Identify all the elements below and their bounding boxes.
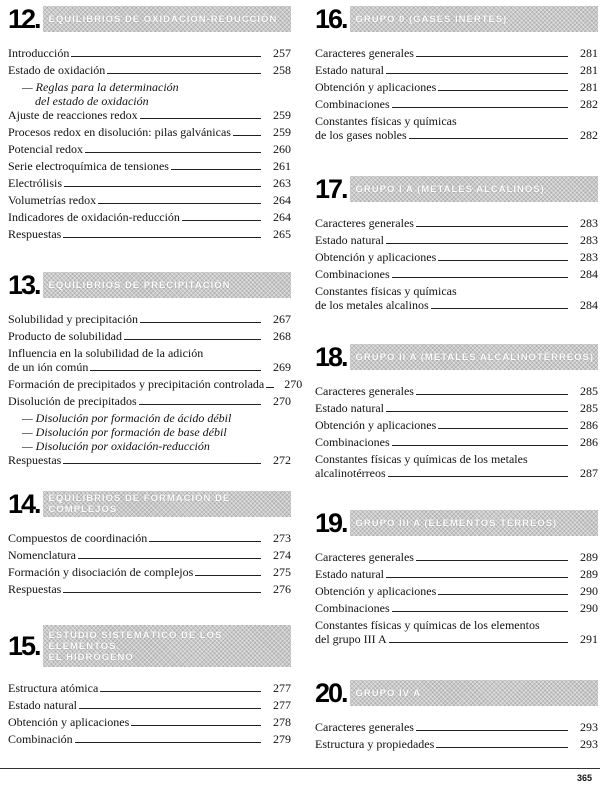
dot-leader xyxy=(438,260,568,261)
dot-leader xyxy=(107,73,261,74)
dot-leader xyxy=(416,226,568,227)
entry-page-number: 285 xyxy=(580,401,598,415)
entry-label: alcalinotérreos xyxy=(315,466,386,480)
subentry-text: — Disolución por formación de ácido débil xyxy=(22,411,232,425)
toc-entry[interactable] xyxy=(315,384,598,398)
entry-row xyxy=(8,176,291,190)
entry-label: Caracteres generales xyxy=(315,216,414,230)
entry-row xyxy=(315,567,598,581)
entry-label: Compuestos de coordinación xyxy=(8,531,148,545)
entry-page-number: 286 xyxy=(580,435,598,449)
chapter-title-banner xyxy=(43,6,291,32)
entry-row xyxy=(315,250,598,264)
chapter-title-banner xyxy=(350,176,598,202)
entry-label: del grupo III A xyxy=(315,632,387,646)
entry-label: Combinaciones xyxy=(315,267,390,281)
entry-label: de los gases nobles xyxy=(315,128,407,142)
entry-page-number: 291 xyxy=(580,632,598,646)
page-number: 365 xyxy=(576,773,592,783)
entry-label: Estructura atómica xyxy=(8,681,99,695)
toc-entry[interactable] xyxy=(315,250,598,264)
toc-entry[interactable] xyxy=(315,567,598,581)
chapter-title: ESTUDIO SISTEMÁTICO DE LOS ELEMENTOS. xyxy=(48,629,223,652)
toc-entry[interactable] xyxy=(8,681,291,695)
entry-row xyxy=(315,435,598,449)
subentry-text: — Disolución por oxidación-reducción xyxy=(22,439,210,453)
chapter-title: EQUILIBRIOS DE FORMACIÓN DE COMPLEJOS xyxy=(48,493,231,515)
entry-label: Obtención y aplicaciones xyxy=(8,715,130,729)
toc-entry[interactable] xyxy=(315,216,598,230)
entry-label: Respuestas xyxy=(8,582,62,596)
chapter-header xyxy=(8,491,291,517)
entry-label: Combinaciones xyxy=(315,97,390,111)
toc-entry[interactable] xyxy=(8,108,291,122)
toc-entry[interactable] xyxy=(8,565,291,579)
toc-section xyxy=(8,491,291,599)
entry-page-number: 285 xyxy=(580,384,598,398)
entry-label: Electrólisis xyxy=(8,176,62,190)
entry-label-line: Influencia en la solubilidad de la adición xyxy=(8,346,204,360)
dot-leader xyxy=(78,558,261,559)
chapter-header xyxy=(8,272,291,298)
entry-label: Solubilidad y precipitación xyxy=(8,312,138,326)
entry-row xyxy=(315,632,598,646)
entry-label: de los metales alcalinos xyxy=(315,298,429,312)
toc-entry[interactable] xyxy=(8,193,291,207)
toc-entry[interactable] xyxy=(8,715,291,729)
dot-leader xyxy=(386,243,568,244)
toc-entry[interactable] xyxy=(8,698,291,712)
toc-entry[interactable] xyxy=(315,720,598,734)
entry-page-number: 290 xyxy=(580,584,598,598)
entry-label: Obtención y aplicaciones xyxy=(315,250,437,264)
chapter-title-banner xyxy=(350,680,598,706)
dot-leader xyxy=(392,277,568,278)
toc-entry[interactable] xyxy=(315,418,598,432)
dot-leader xyxy=(63,237,261,238)
entry-row xyxy=(8,193,291,207)
dot-leader xyxy=(182,220,261,221)
entry-label-line: Constantes físicas y químicas de los elementos xyxy=(315,618,540,632)
subentry-text: del estado de oxidación xyxy=(35,94,149,108)
entry-page-number: 278 xyxy=(273,715,291,729)
toc-entry[interactable] xyxy=(315,618,598,646)
entry-page-number: 283 xyxy=(580,250,598,264)
entry-row xyxy=(8,125,291,139)
chapter-header xyxy=(315,510,598,536)
toc-entry[interactable] xyxy=(315,114,598,142)
dot-leader xyxy=(171,169,261,170)
entry-label: Introducción xyxy=(8,46,70,60)
toc-entry[interactable] xyxy=(8,312,291,326)
entry-label: Estado de oxidación xyxy=(8,63,106,77)
toc-entry[interactable] xyxy=(8,210,291,224)
chapter-title: GRUPO II A (METALES ALCALINOTÉRREOS) xyxy=(355,351,595,363)
toc-entry[interactable] xyxy=(315,452,598,480)
toc-entry[interactable] xyxy=(315,401,598,415)
entry-label: Caracteres generales xyxy=(315,384,414,398)
entry-row xyxy=(315,384,598,398)
toc-entry[interactable] xyxy=(315,584,598,598)
entry-page-number: 261 xyxy=(273,159,291,173)
toc-entry[interactable] xyxy=(8,582,291,596)
dot-leader xyxy=(388,476,568,477)
entry-label: Respuestas xyxy=(8,227,62,241)
entry-row xyxy=(8,698,291,712)
entry-label-line: Constantes físicas y químicas xyxy=(315,114,457,128)
entry-page-number: 289 xyxy=(580,550,598,564)
toc-entry[interactable] xyxy=(8,159,291,173)
toc-entry[interactable] xyxy=(315,97,598,111)
toc-entry[interactable] xyxy=(8,531,291,545)
entry-row xyxy=(8,565,291,579)
entry-row xyxy=(8,732,291,746)
entry-page-number: 290 xyxy=(580,601,598,615)
entry-page-number: 276 xyxy=(273,582,291,596)
entry-page-number: 282 xyxy=(580,128,598,142)
entry-row xyxy=(8,329,291,343)
entry-page-number: 283 xyxy=(580,216,598,230)
chapter-header xyxy=(8,625,291,667)
entry-label: Nomenclatura xyxy=(8,548,76,562)
entry-label: Estado natural xyxy=(315,233,384,247)
dot-leader xyxy=(195,575,261,576)
entry-page-number: 293 xyxy=(580,720,598,734)
entry-label-line: Constantes físicas y químicas xyxy=(315,284,457,298)
dot-leader xyxy=(266,387,274,388)
entry-label: Producto de solubilidad xyxy=(8,329,122,343)
dot-leader xyxy=(386,577,568,578)
chapter-number: 13. xyxy=(8,270,40,300)
toc-subentry xyxy=(8,425,291,439)
entry-row xyxy=(315,216,598,230)
toc-entry[interactable] xyxy=(8,453,291,467)
toc-section xyxy=(315,6,598,145)
dot-leader xyxy=(140,322,261,323)
toc-entry[interactable] xyxy=(8,548,291,562)
entry-page-number: 259 xyxy=(273,108,291,122)
subentry-text: — Reglas para la determinación xyxy=(22,80,179,94)
entry-row xyxy=(8,377,303,391)
entry-page-number: 277 xyxy=(273,681,291,695)
entry-label: Combinación xyxy=(8,732,73,746)
dot-leader xyxy=(416,730,568,731)
dot-leader xyxy=(392,445,568,446)
entry-page-number: 264 xyxy=(273,193,291,207)
entry-label: Estado natural xyxy=(315,567,384,581)
entry-label: Combinaciones xyxy=(315,435,390,449)
dot-leader xyxy=(392,107,568,108)
entry-row xyxy=(315,233,598,247)
chapter-header xyxy=(8,6,291,32)
dot-leader xyxy=(386,73,568,74)
entry-label: Formación de precipitados y precipitación controlada xyxy=(8,377,265,391)
toc-entry[interactable] xyxy=(8,176,291,190)
entry-row xyxy=(8,394,291,408)
dot-leader xyxy=(438,594,568,595)
entry-row xyxy=(315,737,598,751)
entry-page-number: 275 xyxy=(273,565,291,579)
toc-section xyxy=(8,270,303,470)
chapter-header xyxy=(315,6,598,32)
entry-label: Potencial redox xyxy=(8,142,83,156)
entry-row xyxy=(315,298,598,312)
entry-row xyxy=(315,80,598,94)
toc-section xyxy=(8,625,291,749)
toc-section xyxy=(315,510,598,649)
entry-row xyxy=(315,720,598,734)
toc-entry[interactable] xyxy=(315,601,598,615)
entry-row xyxy=(8,46,291,60)
entry-label: Indicadores de oxidación-reducción xyxy=(8,210,180,224)
entry-row xyxy=(8,453,291,467)
toc-entry[interactable] xyxy=(315,737,598,751)
entry-label: Estado natural xyxy=(315,63,384,77)
entry-row xyxy=(315,418,598,432)
entry-row xyxy=(315,601,598,615)
entry-row xyxy=(8,159,291,173)
entry-row xyxy=(315,46,598,60)
dot-leader xyxy=(63,592,261,593)
entry-page-number: 258 xyxy=(273,63,291,77)
toc-entry[interactable] xyxy=(315,46,598,60)
toc-subentry xyxy=(8,411,291,425)
toc-entry[interactable] xyxy=(315,63,598,77)
toc-entry[interactable] xyxy=(315,550,598,564)
toc-entry[interactable] xyxy=(8,732,291,746)
entry-label: Ajuste de reacciones redox xyxy=(8,108,138,122)
dot-leader xyxy=(100,691,261,692)
entry-row xyxy=(8,210,291,224)
entry-page-number: 284 xyxy=(580,267,598,281)
chapter-header xyxy=(315,176,598,202)
entry-label: Procesos redox en disolución: pilas galvánicas xyxy=(8,125,231,139)
entry-label: Estructura y propiedades xyxy=(315,737,435,751)
toc-entry[interactable] xyxy=(8,377,303,391)
dot-leader xyxy=(416,394,568,395)
chapter-number: 15. xyxy=(8,631,40,661)
dot-leader xyxy=(85,152,261,153)
dot-leader xyxy=(149,541,261,542)
toc-subentry xyxy=(8,80,291,108)
dot-leader xyxy=(392,611,568,612)
entry-row xyxy=(8,582,291,596)
entry-row xyxy=(315,97,598,111)
subentry-text: — Disolución por formación de base débil xyxy=(22,425,227,439)
chapter-title: EL HIDRÓGENO xyxy=(48,651,134,663)
toc-entry[interactable] xyxy=(315,267,598,281)
toc-entry[interactable] xyxy=(315,284,598,312)
entry-page-number: 267 xyxy=(273,312,291,326)
toc-section xyxy=(315,344,598,483)
entry-label: Formación y disociación de complejos xyxy=(8,565,194,579)
chapter-header xyxy=(315,344,598,370)
dot-leader xyxy=(438,90,568,91)
entry-label: Obtención y aplicaciones xyxy=(315,418,437,432)
entry-page-number: 273 xyxy=(273,531,291,545)
entry-page-number: 260 xyxy=(273,142,291,156)
dot-leader xyxy=(140,118,261,119)
entry-row xyxy=(8,531,291,545)
dot-leader xyxy=(386,411,568,412)
chapter-title-banner xyxy=(350,344,598,370)
dot-leader xyxy=(438,428,568,429)
entry-page-number: 289 xyxy=(580,567,598,581)
chapter-number: 14. xyxy=(8,489,40,519)
chapter-title-banner xyxy=(43,491,291,517)
dot-leader xyxy=(431,308,568,309)
chapter-header xyxy=(315,680,598,706)
entry-label: Volumetrías redox xyxy=(8,193,97,207)
entry-row xyxy=(8,142,291,156)
entry-page-number: 268 xyxy=(273,329,291,343)
entry-label: Serie electroquímica de tensiones xyxy=(8,159,169,173)
entry-label: Caracteres generales xyxy=(315,46,414,60)
entry-page-number: 284 xyxy=(580,298,598,312)
entry-page-number: 274 xyxy=(273,548,291,562)
entry-row xyxy=(8,108,291,122)
entry-label-line: Constantes físicas y químicas de los metales xyxy=(315,452,528,466)
entry-page-number: 263 xyxy=(273,176,291,190)
dot-leader xyxy=(131,725,261,726)
entry-page-number: 279 xyxy=(273,732,291,746)
entry-page-number: 281 xyxy=(580,46,598,60)
entry-row xyxy=(315,128,598,142)
entry-row xyxy=(8,63,291,77)
entry-page-number: 277 xyxy=(273,698,291,712)
toc-entry[interactable] xyxy=(8,346,291,374)
chapter-number: 19. xyxy=(315,508,347,538)
entry-page-number: 281 xyxy=(580,63,598,77)
entry-page-number: 281 xyxy=(580,80,598,94)
entry-page-number: 270 xyxy=(284,377,303,391)
toc-entry[interactable] xyxy=(8,394,291,408)
dot-leader xyxy=(79,708,261,709)
entry-label: Obtención y aplicaciones xyxy=(315,80,437,94)
entry-label: Estado natural xyxy=(315,401,384,415)
dot-leader xyxy=(90,370,261,371)
entry-page-number: 282 xyxy=(580,97,598,111)
entry-label: Disolución de precipitados xyxy=(8,394,137,408)
entry-row xyxy=(315,584,598,598)
entry-row xyxy=(8,360,291,374)
toc-entry[interactable] xyxy=(8,63,291,77)
entry-label: Estado natural xyxy=(8,698,77,712)
toc-entry[interactable] xyxy=(315,80,598,94)
chapter-number: 16. xyxy=(315,4,347,34)
toc-entry[interactable] xyxy=(8,46,291,60)
dot-leader xyxy=(71,56,261,57)
chapter-number: 20. xyxy=(315,678,347,708)
entry-page-number: 272 xyxy=(273,453,291,467)
toc-entry[interactable] xyxy=(315,233,598,247)
chapter-title-banner xyxy=(43,272,291,298)
entry-label: de un ión común xyxy=(8,360,89,374)
chapter-title: GRUPO 0 (GASES INERTES) xyxy=(355,13,508,25)
entry-row xyxy=(315,267,598,281)
entry-row xyxy=(8,681,291,695)
entry-page-number: 270 xyxy=(273,394,291,408)
toc-section xyxy=(315,176,598,315)
chapter-title: GRUPO III A (ELEMENTOS TÉRREOS) xyxy=(355,517,558,529)
chapter-title-banner xyxy=(350,510,598,536)
entry-page-number: 259 xyxy=(273,125,291,139)
dot-leader xyxy=(124,339,261,340)
entry-page-number: 283 xyxy=(580,233,598,247)
toc-section xyxy=(315,680,598,754)
entry-page-number: 293 xyxy=(580,737,598,751)
chapter-title: EQUILIBRIOS DE OXIDACIÓN-REDUCCIÓN xyxy=(48,13,278,25)
dot-leader xyxy=(233,135,261,136)
dot-leader xyxy=(416,56,568,57)
entry-row xyxy=(8,227,291,241)
toc-entry[interactable] xyxy=(8,142,291,156)
dot-leader xyxy=(409,138,568,139)
entry-page-number: 257 xyxy=(273,46,291,60)
entry-row xyxy=(8,715,291,729)
dot-leader xyxy=(416,560,568,561)
chapter-title: GRUPO I A (METALES ALCALINOS) xyxy=(355,183,545,195)
chapter-number: 17. xyxy=(315,174,347,204)
chapter-title: EQUILIBRIOS DE PRECIPITACIÓN xyxy=(48,279,231,291)
entry-label: Caracteres generales xyxy=(315,550,414,564)
toc-entry[interactable] xyxy=(8,329,291,343)
entry-row xyxy=(315,401,598,415)
entry-page-number: 287 xyxy=(580,466,598,480)
entry-row xyxy=(8,312,291,326)
entry-row xyxy=(315,466,598,480)
chapter-number: 12. xyxy=(8,4,40,34)
toc-entry[interactable] xyxy=(8,125,291,139)
dot-leader xyxy=(436,747,568,748)
chapter-number: 18. xyxy=(315,342,347,372)
dot-leader xyxy=(98,203,261,204)
entry-row xyxy=(8,548,291,562)
toc-section xyxy=(8,6,291,244)
dot-leader xyxy=(63,463,261,464)
toc-entry[interactable] xyxy=(8,227,291,241)
chapter-title-banner xyxy=(43,625,291,667)
entry-page-number: 286 xyxy=(580,418,598,432)
entry-label: Caracteres generales xyxy=(315,720,414,734)
chapter-title-banner xyxy=(350,6,598,32)
dot-leader xyxy=(389,642,568,643)
entry-page-number: 269 xyxy=(273,360,291,374)
entry-page-number: 264 xyxy=(273,210,291,224)
dot-leader xyxy=(75,742,261,743)
toc-entry[interactable] xyxy=(315,435,598,449)
entry-page-number: 265 xyxy=(273,227,291,241)
entry-row xyxy=(315,63,598,77)
toc-subentry xyxy=(8,439,291,453)
entry-label: Combinaciones xyxy=(315,601,390,615)
dot-leader xyxy=(64,186,261,187)
entry-label: Obtención y aplicaciones xyxy=(315,584,437,598)
dot-leader xyxy=(139,404,261,405)
chapter-title: GRUPO IV A xyxy=(355,687,422,699)
entry-row xyxy=(315,550,598,564)
footer-rule xyxy=(0,768,600,769)
entry-label: Respuestas xyxy=(8,453,62,467)
